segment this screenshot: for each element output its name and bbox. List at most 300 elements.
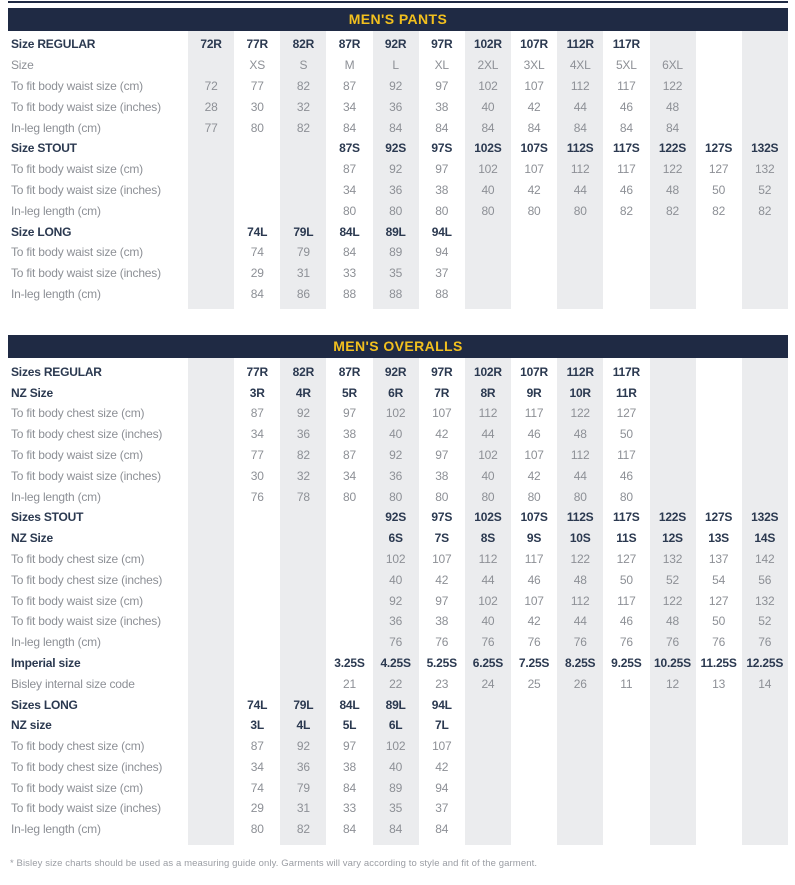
table-row [8, 549, 788, 570]
size-cell: 97 [435, 162, 449, 177]
table-row [8, 757, 788, 778]
size-cell: 12.25S [746, 655, 784, 670]
size-cell: 52 [758, 614, 772, 629]
overalls-rows [8, 358, 788, 844]
size-cell: 9.25S [611, 655, 642, 670]
size-cell: 132 [662, 551, 683, 566]
size-cell: 31 [296, 266, 310, 281]
size-cell: 94 [435, 780, 449, 795]
size-cell: 102 [385, 406, 406, 421]
size-cell: 36 [296, 427, 310, 442]
size-cell: 3XL [523, 58, 545, 73]
size-cell: 8.25S [565, 655, 596, 670]
size-cell: 76 [758, 635, 772, 650]
table-row [8, 736, 788, 757]
size-cell: 46 [619, 468, 633, 483]
size-cell: 84 [343, 245, 356, 260]
size-cell: 97S [431, 141, 453, 156]
size-cell: 40 [481, 468, 495, 483]
size-cell: 92 [389, 593, 403, 608]
table-row [8, 424, 788, 445]
size-cell: 122 [570, 551, 590, 566]
size-cell: 132 [755, 593, 775, 608]
row-label: In-leg length (cm) [11, 120, 101, 135]
size-cell: 127S [705, 510, 733, 525]
size-cell: 84 [389, 822, 403, 837]
size-cell: 46 [527, 427, 541, 442]
size-cell: 80 [481, 489, 495, 504]
row-label: Sizes REGULAR [11, 364, 102, 379]
size-cell: 29 [250, 266, 264, 281]
size-cell: 10.25S [654, 655, 691, 670]
size-cell: 33 [343, 266, 356, 281]
size-cell: 122S [658, 510, 687, 525]
size-cell: 86 [296, 286, 310, 301]
mens-overalls-table [8, 335, 788, 844]
table-row [8, 673, 788, 694]
size-cell: 36 [389, 182, 403, 197]
size-cell: 84 [343, 120, 356, 135]
size-cell: 11S [616, 531, 637, 546]
size-cell: 40 [481, 614, 495, 629]
size-cell: 44 [573, 99, 587, 114]
row-label: Imperial size [11, 655, 81, 670]
size-cell: 87S [339, 141, 360, 156]
size-cell: 80 [250, 822, 264, 837]
size-cell: 117S [613, 510, 640, 525]
table-row [8, 715, 788, 736]
size-cell: 82R [292, 37, 315, 52]
size-cell: 42 [527, 99, 541, 114]
size-cell: 44 [481, 427, 495, 442]
size-cell: 82 [758, 203, 772, 218]
size-cell: 80 [619, 489, 633, 504]
size-cell: 5.25S [426, 655, 457, 670]
size-cell: 89L [385, 697, 406, 712]
size-cell: 80 [435, 203, 449, 218]
table-row [8, 507, 788, 528]
size-cell: 21 [343, 676, 356, 691]
size-cell: 74 [250, 245, 264, 260]
table-row [8, 200, 788, 221]
size-cell: 10S [569, 531, 591, 546]
table-title-pants: MEN'S PANTS [8, 8, 788, 31]
size-cell: 44 [573, 468, 587, 483]
size-cell: 46 [619, 99, 633, 114]
row-label: In-leg length (cm) [11, 489, 101, 504]
size-cell: 112 [570, 78, 590, 93]
size-cell: 82 [712, 203, 726, 218]
size-cell: 107 [524, 162, 544, 177]
size-cell: 84 [619, 120, 633, 135]
size-cell: 50 [619, 572, 633, 587]
size-cell: 102S [474, 510, 502, 525]
table-row [8, 403, 788, 424]
size-cell: 79 [296, 245, 310, 260]
row-label: Sizes STOUT [11, 510, 84, 525]
size-cell: 32 [296, 99, 310, 114]
size-cell: 80 [435, 489, 449, 504]
size-cell: 40 [389, 759, 403, 774]
size-cell: 117R [612, 364, 640, 379]
size-cell: 52 [758, 182, 772, 197]
size-cell: 36 [296, 759, 310, 774]
row-label: NZ size [11, 718, 52, 733]
size-cell: 36 [389, 468, 403, 483]
size-cell: 42 [527, 182, 541, 197]
size-cell: 89 [389, 780, 403, 795]
table-row [8, 96, 788, 117]
footnote: * Bisley size charts should be used as a measuring guide only. Garments will vary according to style and fit of the garment. [10, 857, 538, 869]
size-cell: 48 [666, 182, 679, 197]
size-cell: XS [249, 58, 266, 73]
size-cell: 142 [755, 551, 775, 566]
size-cell: 87 [250, 739, 264, 754]
size-cell: 29 [250, 801, 264, 816]
size-cell: 76 [666, 635, 679, 650]
size-cell: 82 [666, 203, 679, 218]
size-cell: 97 [435, 593, 449, 608]
size-cell: 4.25S [380, 655, 411, 670]
size-cell: 40 [481, 182, 495, 197]
size-cell: 102 [478, 447, 498, 462]
size-cell: 112S [566, 141, 594, 156]
size-cell: 117 [617, 447, 636, 462]
size-cell: 7S [434, 531, 449, 546]
table-row [8, 361, 788, 382]
size-cell: 87 [343, 78, 356, 93]
size-cell: 112 [570, 593, 590, 608]
row-label: To fit body waist size (inches) [11, 182, 161, 197]
size-cell: 42 [527, 614, 541, 629]
size-cell: 34 [343, 468, 356, 483]
row-label: To fit body chest size (inches) [11, 427, 163, 442]
size-cell: 3L [250, 718, 265, 733]
pants-rows [8, 31, 788, 309]
size-cell: 77R [246, 364, 268, 379]
size-cell: 76 [435, 635, 449, 650]
size-cell: 7L [434, 718, 449, 733]
size-cell: 4L [296, 718, 311, 733]
size-cell: 76 [573, 635, 587, 650]
size-cell: 22 [389, 676, 403, 691]
size-cell: 92 [389, 162, 403, 177]
table-row [8, 486, 788, 507]
size-cell: 84 [481, 120, 495, 135]
size-cell: 35 [389, 801, 403, 816]
size-cell: 82 [296, 447, 310, 462]
size-cell: 35 [389, 266, 403, 281]
size-cell: 48 [666, 614, 679, 629]
table-row [8, 117, 788, 138]
table-title-overalls: MEN'S OVERALLS [8, 335, 788, 358]
size-cell: 102 [478, 593, 498, 608]
size-cell: 92S [385, 510, 407, 525]
size-cell: 6R [388, 385, 404, 400]
size-cell: 8R [480, 385, 496, 400]
size-cell: 102R [473, 364, 502, 379]
size-cell: 127 [616, 551, 637, 566]
size-cell: 122 [662, 162, 683, 177]
size-cell: 112 [570, 162, 590, 177]
size-cell: 74L [247, 697, 268, 712]
table-row [8, 798, 788, 819]
size-cell: L [392, 58, 399, 73]
size-cell: 92 [389, 447, 403, 462]
size-cell: 28 [204, 99, 218, 114]
size-cell: 137 [708, 551, 729, 566]
size-cell: 76 [481, 635, 495, 650]
size-cell: 77R [246, 37, 268, 52]
size-cell: 117 [617, 593, 636, 608]
row-label: To fit body waist size (cm) [11, 593, 143, 608]
size-cell: 107 [524, 447, 544, 462]
table-row [8, 569, 788, 590]
size-cell: 34 [250, 427, 264, 442]
top-border [8, 1, 788, 3]
size-cell: 37 [435, 801, 449, 816]
size-cell: 102R [473, 37, 502, 52]
size-cell: 87R [338, 364, 361, 379]
size-cell: 107 [432, 739, 452, 754]
size-cell: 11 [620, 676, 633, 691]
size-cell: 127 [708, 162, 729, 177]
table-row [8, 159, 788, 180]
size-cell: 80 [389, 489, 403, 504]
size-cell: 7.25S [518, 655, 550, 670]
size-cell: 80 [527, 489, 541, 504]
size-cell: 80 [527, 203, 541, 218]
size-cell: 88 [389, 286, 403, 301]
row-label: In-leg length (cm) [11, 635, 101, 650]
size-cell: 122 [570, 406, 590, 421]
size-cell: 92R [384, 37, 407, 52]
size-cell: XL [434, 58, 449, 73]
size-cell: 52 [666, 572, 679, 587]
size-cell: 76 [619, 635, 633, 650]
size-cell: 122 [662, 593, 683, 608]
size-cell: 82 [296, 78, 310, 93]
table-row [8, 180, 788, 201]
row-label: In-leg length (cm) [11, 203, 101, 218]
table-row [8, 284, 788, 305]
size-cell: 40 [481, 99, 495, 114]
row-label: To fit body waist size (cm) [11, 447, 143, 462]
row-label: Size [11, 58, 34, 73]
size-cell: 34 [343, 99, 356, 114]
size-cell: 48 [573, 572, 587, 587]
size-cell: 112 [478, 406, 498, 421]
row-label: To fit body waist size (cm) [11, 78, 143, 93]
size-cell: 5L [342, 718, 357, 733]
size-cell: 102 [478, 78, 498, 93]
size-cell: 46 [619, 614, 633, 629]
size-cell: 7R [434, 385, 450, 400]
size-cell: 94 [435, 245, 449, 260]
size-cell: 80 [573, 203, 587, 218]
size-cell: 132S [751, 141, 779, 156]
row-label: To fit body chest size (cm) [11, 551, 145, 566]
row-label: In-leg length (cm) [11, 286, 101, 301]
size-cell: 30 [250, 468, 264, 483]
size-cell: 88 [435, 286, 449, 301]
size-cell: 4R [295, 385, 311, 400]
size-cell: 117 [524, 406, 544, 421]
size-cell: 97R [431, 364, 453, 379]
size-cell: 38 [435, 182, 449, 197]
size-cell: 80 [250, 120, 264, 135]
row-label: Bisley internal size code [11, 676, 135, 691]
size-cell: 77 [250, 78, 264, 93]
size-cell: 84 [666, 120, 679, 135]
size-cell: 127 [616, 406, 637, 421]
size-cell: S [299, 58, 308, 73]
size-cell: 44 [481, 572, 495, 587]
table-row [8, 34, 788, 55]
size-cell: 79L [293, 224, 314, 239]
row-label: Size REGULAR [11, 37, 96, 52]
size-cell: 34 [250, 759, 264, 774]
size-cell: 97 [343, 739, 356, 754]
size-cell: 79L [293, 697, 314, 712]
table-row [8, 138, 788, 159]
size-cell: 112R [566, 37, 594, 52]
table-row [8, 465, 788, 486]
size-cell: 82 [296, 822, 310, 837]
size-cell: 46 [619, 182, 633, 197]
size-cell: 80 [573, 489, 587, 504]
size-cell: 38 [435, 614, 449, 629]
size-cell: 48 [573, 427, 587, 442]
table-row [8, 632, 788, 653]
size-cell: 127 [708, 593, 729, 608]
row-label: To fit body waist size (inches) [11, 614, 161, 629]
size-cell: 44 [573, 182, 587, 197]
size-cell: 112R [566, 364, 594, 379]
size-cell: 107 [432, 406, 452, 421]
table-row [8, 590, 788, 611]
size-cell: 97R [431, 37, 453, 52]
size-cell: 26 [573, 676, 587, 691]
row-label: To fit body waist size (inches) [11, 266, 161, 281]
size-cell: 5R [342, 385, 357, 400]
size-cell: 80 [389, 203, 403, 218]
size-cell: 8S [480, 531, 496, 546]
size-cell: 42 [527, 468, 541, 483]
size-cell: 102 [385, 551, 406, 566]
size-cell: 56 [758, 572, 772, 587]
table-row [8, 445, 788, 466]
row-label: NZ Size [11, 531, 53, 546]
row-label: Sizes LONG [11, 697, 78, 712]
size-cell: 112 [478, 551, 498, 566]
size-cell: 84 [250, 286, 264, 301]
size-cell: 37 [435, 266, 449, 281]
size-cell: 76 [712, 635, 726, 650]
size-cell: 6XL [662, 58, 683, 73]
size-cell: 84 [435, 822, 449, 837]
size-cell: 74L [247, 224, 268, 239]
size-cell: 92S [385, 141, 407, 156]
size-cell: 76 [527, 635, 541, 650]
row-label: In-leg length (cm) [11, 822, 101, 837]
size-cell: 36 [389, 614, 403, 629]
size-cell: 122S [658, 141, 687, 156]
table-row [8, 55, 788, 76]
size-cell: 14 [758, 676, 772, 691]
size-cell: 84 [343, 822, 356, 837]
table-row [8, 611, 788, 632]
row-label: NZ Size [11, 385, 53, 400]
size-cell: 107S [520, 141, 548, 156]
size-cell: 77 [204, 120, 218, 135]
size-cell: 24 [481, 676, 495, 691]
size-cell: 3R [249, 385, 265, 400]
row-label: To fit body waist size (inches) [11, 468, 161, 483]
table-row [8, 76, 788, 97]
size-cell: 88 [343, 286, 356, 301]
size-cell: 14S [754, 531, 776, 546]
size-cell: 107 [524, 78, 544, 93]
size-cell: 102 [478, 162, 498, 177]
size-cell: 34 [343, 182, 356, 197]
size-cell: 13S [708, 531, 729, 546]
size-cell: 80 [343, 489, 356, 504]
table-row [8, 263, 788, 284]
size-cell: 117 [617, 162, 636, 177]
size-cell: 9S [526, 531, 542, 546]
size-cell: 25 [527, 676, 541, 691]
size-cell: 97S [431, 510, 453, 525]
size-cell: 87R [338, 37, 361, 52]
size-cell: 12 [666, 676, 679, 691]
size-cell: 79 [296, 780, 310, 795]
row-label: To fit body waist size (cm) [11, 162, 143, 177]
size-cell: 82R [292, 364, 315, 379]
size-cell: 30 [250, 99, 264, 114]
size-cell: 11R [615, 385, 637, 400]
size-cell: 94L [431, 224, 452, 239]
size-cell: 97 [435, 447, 449, 462]
size-cell: 38 [435, 468, 449, 483]
size-cell: 127S [705, 141, 733, 156]
size-cell: 117R [612, 37, 640, 52]
size-cell: 76 [250, 489, 264, 504]
size-cell: 54 [712, 572, 726, 587]
size-cell: 117S [613, 141, 640, 156]
table-row [8, 694, 788, 715]
size-cell: 82 [619, 203, 633, 218]
row-label: To fit body chest size (cm) [11, 406, 145, 421]
size-cell: 84 [435, 120, 449, 135]
size-cell: 107 [432, 551, 452, 566]
size-cell: 102 [385, 739, 406, 754]
size-cell: 33 [343, 801, 356, 816]
size-cell: 82 [296, 120, 310, 135]
size-cell: 42 [435, 427, 449, 442]
size-cell: 87 [250, 406, 264, 421]
size-cell: 12S [662, 531, 683, 546]
size-cell: 84 [343, 780, 356, 795]
size-cell: 6L [388, 718, 403, 733]
size-cell: 84L [339, 224, 360, 239]
size-cell: 89 [389, 245, 403, 260]
size-cell: 87 [343, 447, 356, 462]
size-cell: 94L [431, 697, 452, 712]
size-cell: 92 [296, 406, 310, 421]
size-cell: 5XL [615, 58, 637, 73]
size-cell: 132 [755, 162, 775, 177]
